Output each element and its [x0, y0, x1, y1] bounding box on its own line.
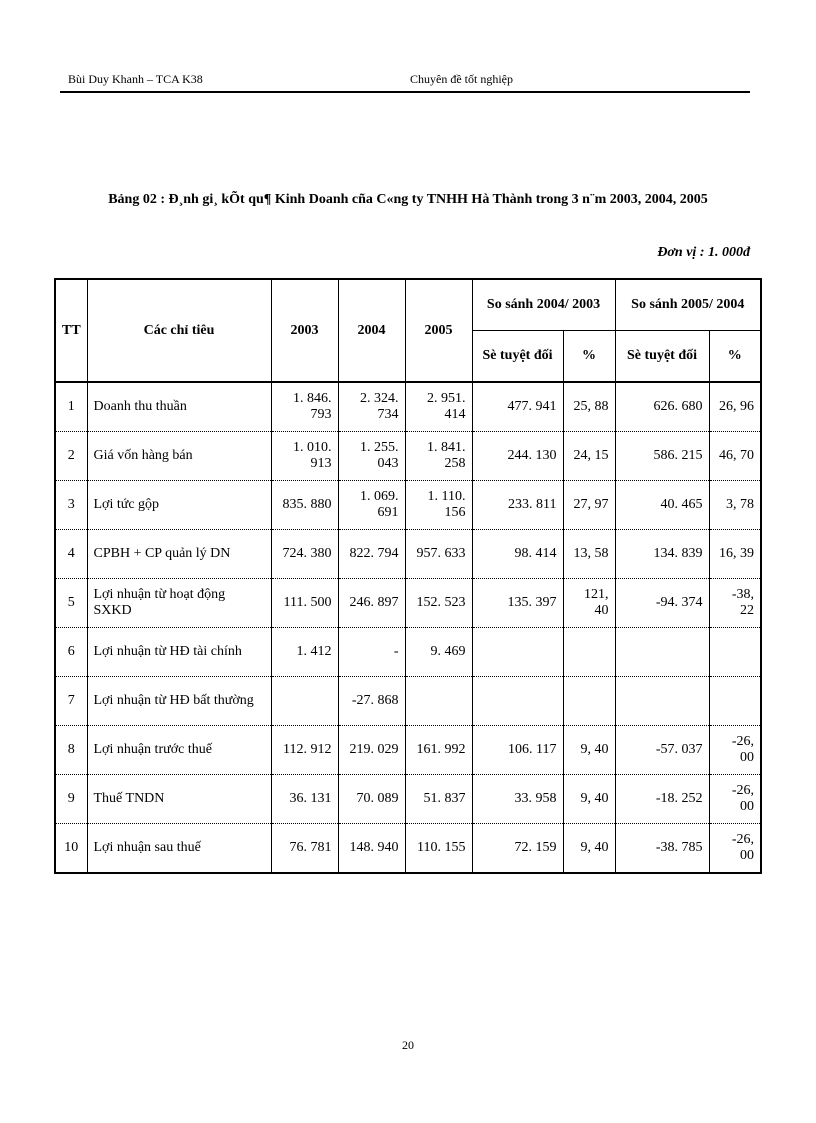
value-2003: 1. 846. 793: [271, 382, 338, 432]
row-number: 4: [55, 530, 87, 579]
percent-2005-2004: 16, 39: [709, 530, 761, 579]
value-2004: 148. 940: [338, 824, 405, 874]
percent-2005-2004: -38, 22: [709, 579, 761, 628]
value-2005: 1. 110. 156: [405, 481, 472, 530]
value-2003: 36. 131: [271, 775, 338, 824]
header-absolute-2: Sè tuyệt đối: [615, 331, 709, 383]
value-2004: 219. 029: [338, 726, 405, 775]
header-compare-2004-2003: So sánh 2004/ 2003: [472, 279, 615, 331]
absolute-2004-2003: 477. 941: [472, 382, 563, 432]
value-2005: 110. 155: [405, 824, 472, 874]
value-2003: 1. 010. 913: [271, 432, 338, 481]
value-2005: [405, 677, 472, 726]
absolute-2004-2003: 135. 397: [472, 579, 563, 628]
row-number: 9: [55, 775, 87, 824]
header-topic: Chuyên đề tốt nghiệp: [410, 72, 513, 86]
indicator-name: Lợi nhuận từ HĐ bất thường: [87, 677, 271, 726]
percent-2004-2003: 9, 40: [563, 726, 615, 775]
table-row: [55, 677, 761, 726]
value-2005: 161. 992: [405, 726, 472, 775]
value-2005: 152. 523: [405, 579, 472, 628]
indicator-name: Lợi nhuận trước thuế: [87, 726, 271, 775]
percent-2005-2004: 46, 70: [709, 432, 761, 481]
table-row: [55, 726, 761, 775]
table-row: [55, 530, 761, 579]
value-2003: 112. 912: [271, 726, 338, 775]
indicator-name: Lợi nhuận từ HĐ tài chính: [87, 628, 271, 677]
header-tt: TT: [55, 279, 87, 382]
results-table: [54, 278, 762, 874]
indicator-name: Giá vốn hàng bán: [87, 432, 271, 481]
percent-2004-2003: 121, 40: [563, 579, 615, 628]
percent-2005-2004: [709, 628, 761, 677]
row-number: 3: [55, 481, 87, 530]
value-2004: 2. 324. 734: [338, 382, 405, 432]
header-indicator: Các chỉ tiêu: [87, 279, 271, 382]
percent-2004-2003: [563, 628, 615, 677]
value-2005: 1. 841. 258: [405, 432, 472, 481]
absolute-2005-2004: 134. 839: [615, 530, 709, 579]
value-2004: 1. 069. 691: [338, 481, 405, 530]
table-row: [55, 579, 761, 628]
table-row: [55, 432, 761, 481]
value-2004: 70. 089: [338, 775, 405, 824]
value-2004: -: [338, 628, 405, 677]
header-absolute-1: Sè tuyệt đối: [472, 331, 563, 383]
percent-2005-2004: 26, 96: [709, 382, 761, 432]
table-row: [55, 481, 761, 530]
percent-2005-2004: -26, 00: [709, 726, 761, 775]
percent-2004-2003: 13, 58: [563, 530, 615, 579]
absolute-2004-2003: 33. 958: [472, 775, 563, 824]
value-2005: 957. 633: [405, 530, 472, 579]
indicator-name: Lợi nhuận từ hoạt động SXKD: [87, 579, 271, 628]
table-title: Bảng 02 : Đ¸nh gi¸ kÕt qu¶ Kinh Doanh cña C«ng ty TNHH Hà Thành trong 3 n¨m 2003, 2004, 2005: [108, 192, 708, 207]
header-percent-2: %: [709, 331, 761, 383]
header-author: Bùi Duy Khanh – TCA K38: [68, 72, 203, 86]
row-number: 6: [55, 628, 87, 677]
percent-2004-2003: 24, 15: [563, 432, 615, 481]
row-number: 8: [55, 726, 87, 775]
absolute-2005-2004: -18. 252: [615, 775, 709, 824]
table-row: [55, 775, 761, 824]
indicator-name: Doanh thu thuần: [87, 382, 271, 432]
row-number: 1: [55, 382, 87, 432]
value-2003: 724. 380: [271, 530, 338, 579]
row-number: 10: [55, 824, 87, 874]
absolute-2005-2004: 586. 215: [615, 432, 709, 481]
value-2004: 822. 794: [338, 530, 405, 579]
absolute-2005-2004: 40. 465: [615, 481, 709, 530]
percent-2005-2004: [709, 677, 761, 726]
indicator-name: CPBH + CP quản lý DN: [87, 530, 271, 579]
unit-label: Đơn vị : 1. 000đ: [657, 245, 750, 260]
percent-2005-2004: 3, 78: [709, 481, 761, 530]
indicator-name: Lợi tức gộp: [87, 481, 271, 530]
value-2004: -27. 868: [338, 677, 405, 726]
percent-2005-2004: -26, 00: [709, 824, 761, 874]
value-2004: 246. 897: [338, 579, 405, 628]
value-2003: 835. 880: [271, 481, 338, 530]
header-2003: 2003: [271, 279, 338, 382]
absolute-2004-2003: [472, 628, 563, 677]
absolute-2004-2003: 98. 414: [472, 530, 563, 579]
table-row: [55, 382, 761, 432]
absolute-2004-2003: 244. 130: [472, 432, 563, 481]
value-2005: 51. 837: [405, 775, 472, 824]
percent-2004-2003: [563, 677, 615, 726]
absolute-2004-2003: [472, 677, 563, 726]
value-2003: 76. 781: [271, 824, 338, 874]
row-number: 7: [55, 677, 87, 726]
absolute-2005-2004: -94. 374: [615, 579, 709, 628]
percent-2004-2003: 9, 40: [563, 824, 615, 874]
table-row: [55, 824, 761, 874]
header-percent-1: %: [563, 331, 615, 383]
row-number: 5: [55, 579, 87, 628]
header-compare-2005-2004: So sánh 2005/ 2004: [615, 279, 761, 331]
absolute-2004-2003: 233. 811: [472, 481, 563, 530]
absolute-2005-2004: -38. 785: [615, 824, 709, 874]
table-row: [55, 628, 761, 677]
absolute-2005-2004: 626. 680: [615, 382, 709, 432]
percent-2005-2004: -26, 00: [709, 775, 761, 824]
percent-2004-2003: 9, 40: [563, 775, 615, 824]
absolute-2005-2004: [615, 628, 709, 677]
header-divider: [60, 91, 750, 93]
value-2004: 1. 255. 043: [338, 432, 405, 481]
absolute-2004-2003: 72. 159: [472, 824, 563, 874]
row-number: 2: [55, 432, 87, 481]
percent-2004-2003: 25, 88: [563, 382, 615, 432]
value-2005: 2. 951. 414: [405, 382, 472, 432]
absolute-2005-2004: [615, 677, 709, 726]
value-2003: [271, 677, 338, 726]
page-number: 20: [402, 1038, 414, 1052]
header-2004: 2004: [338, 279, 405, 382]
page-header: [60, 70, 750, 92]
indicator-name: Thuế TNDN: [87, 775, 271, 824]
value-2005: 9. 469: [405, 628, 472, 677]
value-2003: 1. 412: [271, 628, 338, 677]
indicator-name: Lợi nhuận sau thuế: [87, 824, 271, 874]
absolute-2005-2004: -57. 037: [615, 726, 709, 775]
header-2005: 2005: [405, 279, 472, 382]
absolute-2004-2003: 106. 117: [472, 726, 563, 775]
value-2003: 111. 500: [271, 579, 338, 628]
percent-2004-2003: 27, 97: [563, 481, 615, 530]
